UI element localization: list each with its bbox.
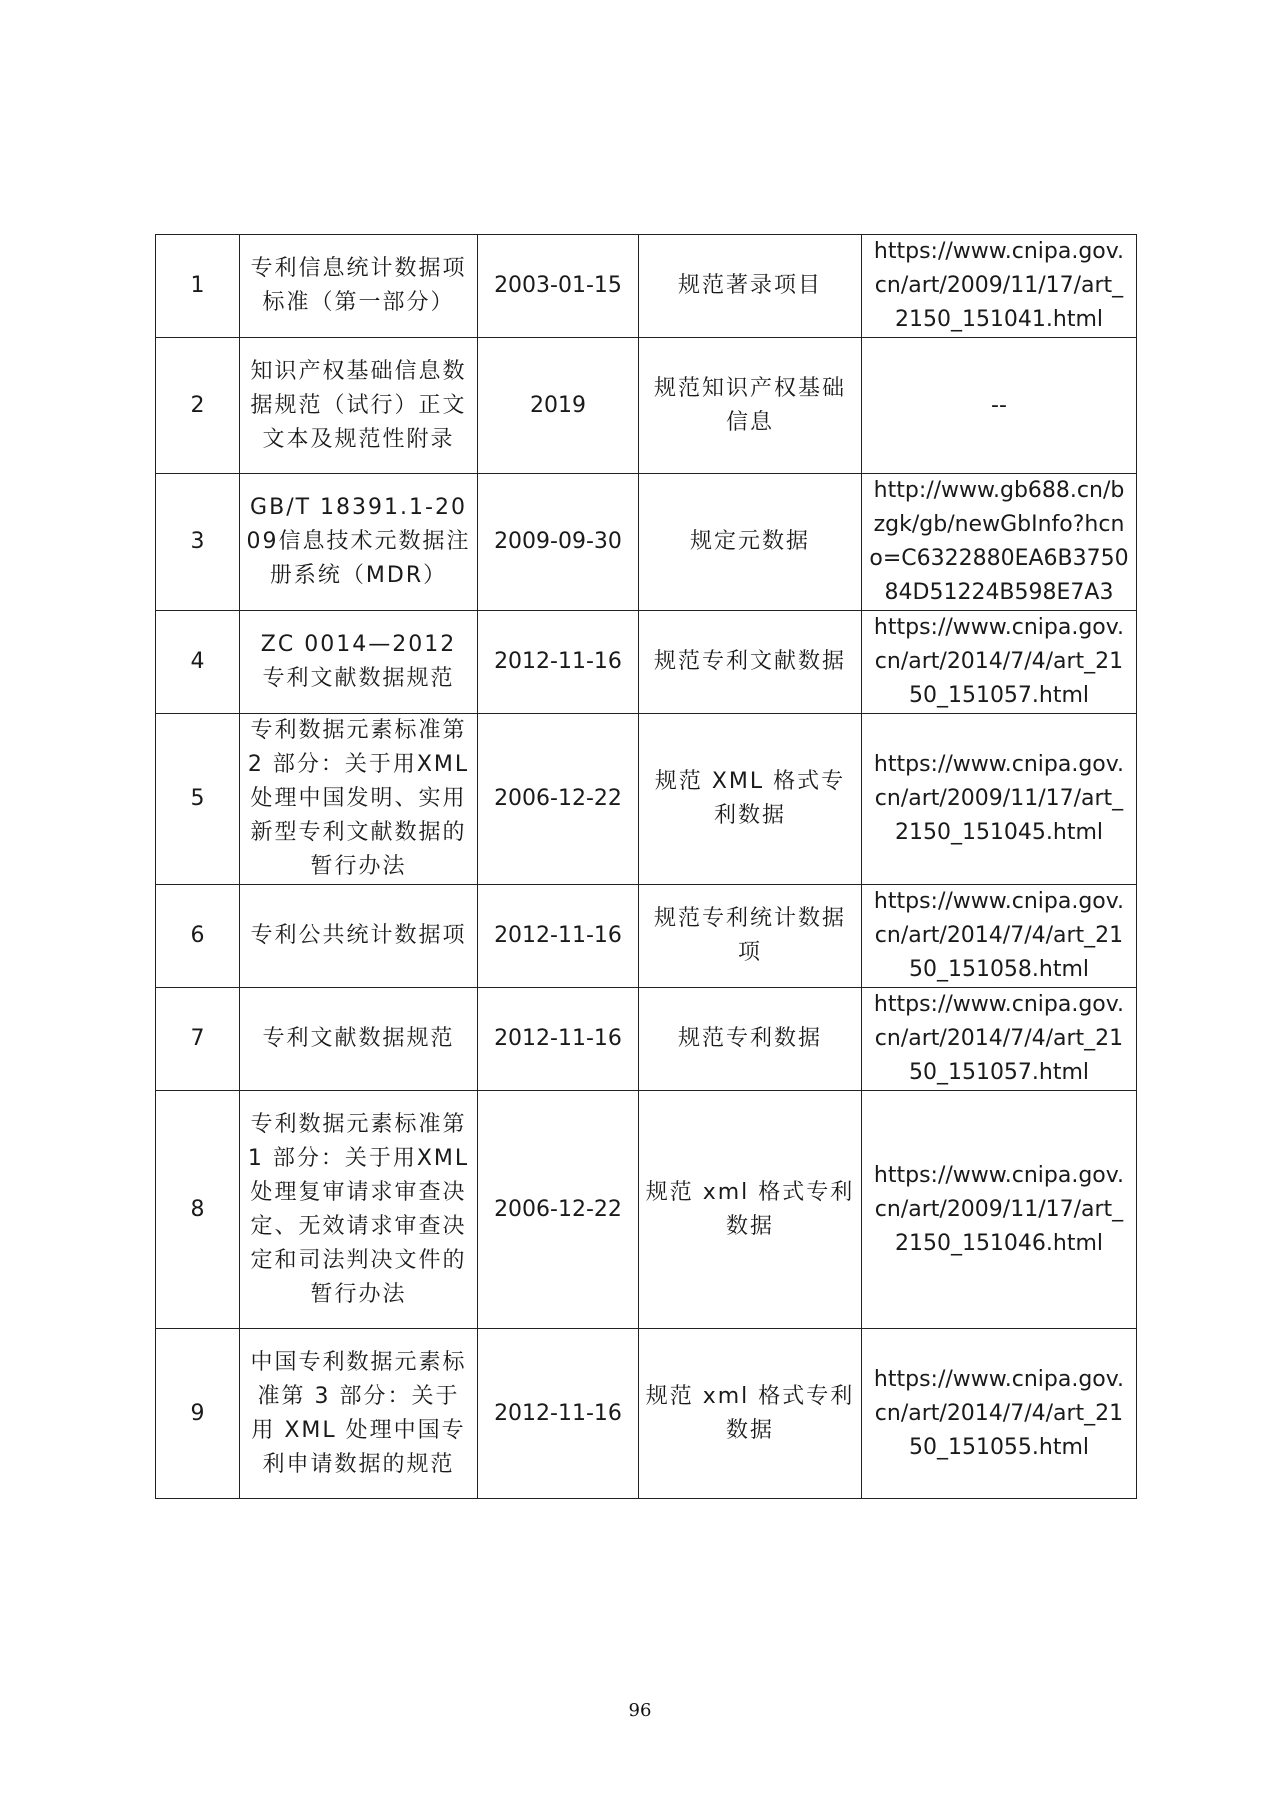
source-url: https://www.cnipa.gov.cn/art/2014/7/4/art_2150_151057.html: [862, 988, 1137, 1091]
standard-name: GB/T 18391.1-2009信息技术元数据注册系统（MDR）: [240, 474, 478, 611]
standard-purpose: 规范专利文献数据: [639, 611, 862, 714]
table-row: [156, 611, 1137, 714]
release-date: 2012-11-16: [478, 988, 639, 1091]
row-number: 5: [156, 714, 240, 885]
release-date: 2006-12-22: [478, 714, 639, 885]
standard-name: 知识产权基础信息数据规范（试行）正文文本及规范性附录: [240, 338, 478, 474]
row-number: 1: [156, 235, 240, 338]
row-number: 9: [156, 1329, 240, 1499]
table-row: [156, 1329, 1137, 1499]
source-url: https://www.cnipa.gov.cn/art/2014/7/4/art_2150_151055.html: [862, 1329, 1137, 1499]
standard-purpose: 规范专利统计数据项: [639, 885, 862, 988]
standard-name: 专利信息统计数据项标准（第一部分）: [240, 235, 478, 338]
standard-purpose: 规范 XML 格式专利数据: [639, 714, 862, 885]
standard-purpose: 规定元数据: [639, 474, 862, 611]
standards-table: [155, 234, 1137, 1499]
release-date: 2019: [478, 338, 639, 474]
table-row: [156, 474, 1137, 611]
source-url: https://www.cnipa.gov.cn/art/2009/11/17/art_2150_151046.html: [862, 1091, 1137, 1329]
table-row: [156, 235, 1137, 338]
table-row: [156, 338, 1137, 474]
release-date: 2006-12-22: [478, 1091, 639, 1329]
release-date: 2003-01-15: [478, 235, 639, 338]
standard-purpose: 规范著录项目: [639, 235, 862, 338]
page-number: 96: [628, 1700, 652, 1721]
source-url: http://www.gb688.cn/bzgk/gb/newGbInfo?hcno=C6322880EA6B375084D51224B598E7A3: [862, 474, 1137, 611]
source-url: https://www.cnipa.gov.cn/art/2014/7/4/art_2150_151057.html: [862, 611, 1137, 714]
standard-name: 中国专利数据元素标准第 3 部分：关于用 XML 处理中国专利申请数据的规范: [240, 1329, 478, 1499]
release-date: 2012-11-16: [478, 611, 639, 714]
release-date: 2012-11-16: [478, 1329, 639, 1499]
row-number: 6: [156, 885, 240, 988]
standard-name: 专利数据元素标准第 2 部分：关于用XML 处理中国发明、实用新型专利文献数据的暂行办法: [240, 714, 478, 885]
table-row: [156, 885, 1137, 988]
source-url: --: [862, 338, 1137, 474]
standard-name: 专利公共统计数据项: [240, 885, 478, 988]
source-url: https://www.cnipa.gov.cn/art/2014/7/4/art_2150_151058.html: [862, 885, 1137, 988]
standard-purpose: 规范 xml 格式专利数据: [639, 1091, 862, 1329]
table-row: [156, 1091, 1137, 1329]
table-row: [156, 714, 1137, 885]
standard-purpose: 规范知识产权基础信息: [639, 338, 862, 474]
standard-purpose: 规范专利数据: [639, 988, 862, 1091]
row-number: 2: [156, 338, 240, 474]
release-date: 2012-11-16: [478, 885, 639, 988]
source-url: https://www.cnipa.gov.cn/art/2009/11/17/art_2150_151041.html: [862, 235, 1137, 338]
standard-name: 专利文献数据规范: [240, 988, 478, 1091]
row-number: 4: [156, 611, 240, 714]
table-row: [156, 988, 1137, 1091]
release-date: 2009-09-30: [478, 474, 639, 611]
standard-name: 专利数据元素标准第 1 部分：关于用XML 处理复审请求审查决定、无效请求审查决定和司法判决文件的暂行办法: [240, 1091, 478, 1329]
row-number: 3: [156, 474, 240, 611]
source-url: https://www.cnipa.gov.cn/art/2009/11/17/art_2150_151045.html: [862, 714, 1137, 885]
row-number: 8: [156, 1091, 240, 1329]
standard-name: ZC 0014—2012 专利文献数据规范: [240, 611, 478, 714]
row-number: 7: [156, 988, 240, 1091]
standard-purpose: 规范 xml 格式专利数据: [639, 1329, 862, 1499]
